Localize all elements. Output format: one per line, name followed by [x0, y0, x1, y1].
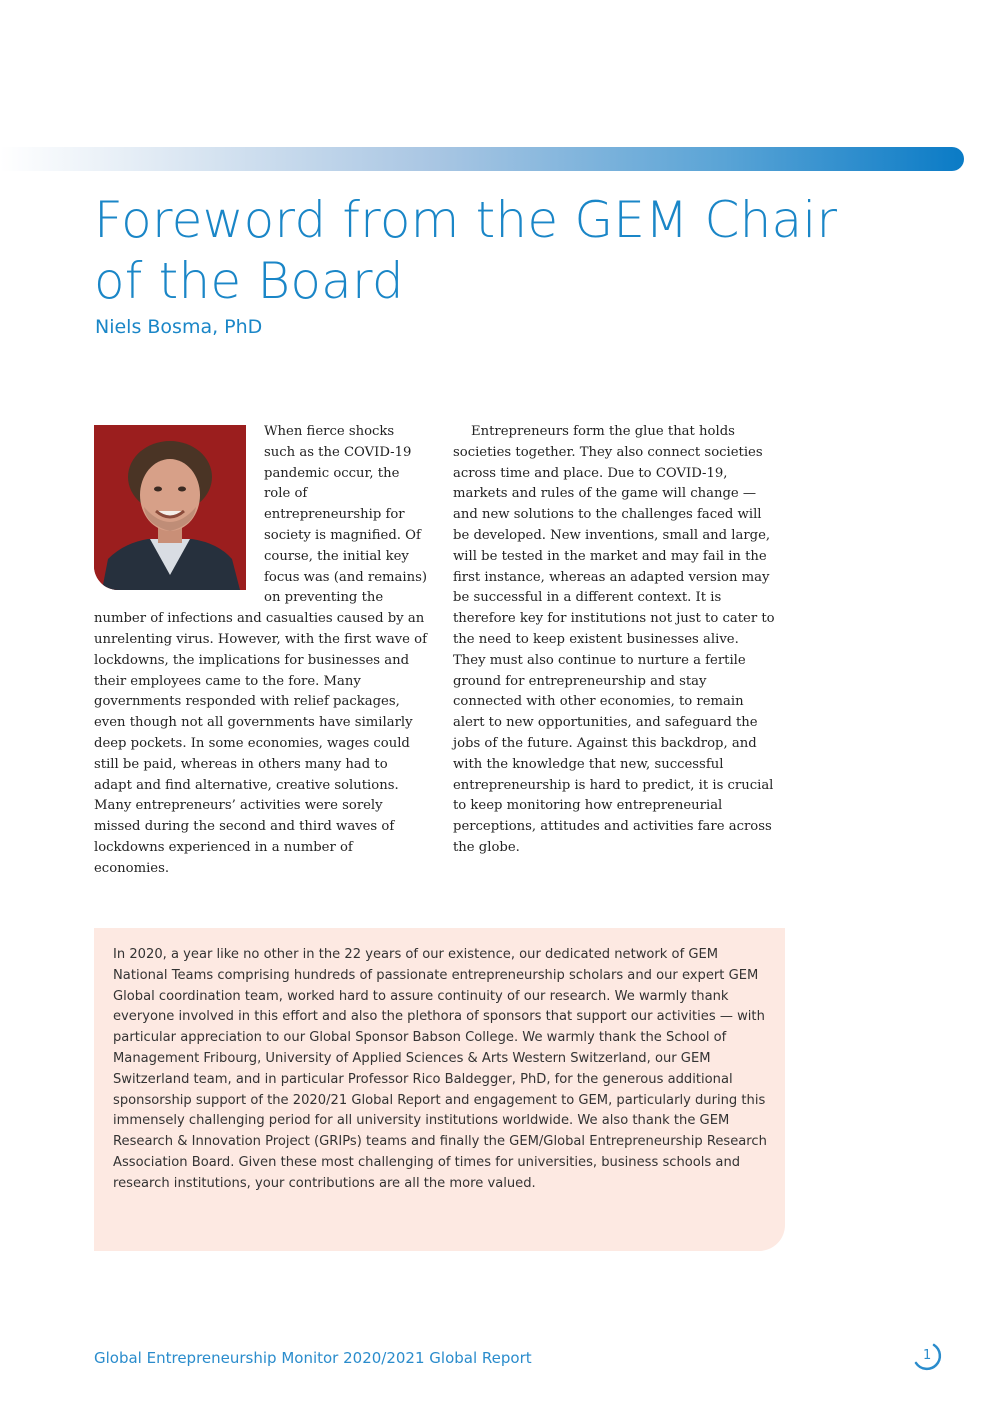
left-column-text: When fierce shocks such as the COVID-19 pandemic occur, the role of entrepreneurship for society is magnified. Of course, the initial key focus was (and remains) on preventing the number of infections and casualties caused by an unrelenting virus. However, with the first wave of lockdowns, the implications for businesses and their employees came to the fore. Many governments responded with relief packages, even though not all governments have similarly deep pockets. In some economies, wages could still be paid, whereas in others many had to adapt and find alternative, creative solutions. Many entrepreneurs’ activities were sorely missed during the second and third waves of lockdowns experienced in a number of economies.: [94, 424, 428, 876]
page-number-arc-icon: [908, 1338, 948, 1374]
author-name: Niels Bosma, PhD: [95, 316, 263, 338]
callout-text: In 2020, a year like no other in the 22 years of our existence, our dedicated network of GEM National Teams comprising hundreds of passionate entrepreneurship scholars and our expert GEM Global coordination team, worked hard to assure continuity of our research. We warmly thank everyone involved in this effort and also the plethora of sponsors that support our activities — with particular appreciation to our Global Sponsor Babson College. We warmly thank the School of Management Fribourg, University of Applied Sciences & Arts Western Switzerland, our GEM Switzerland team, and in particular Professor Rico Baldegger, PhD, for the generous additional sponsorship support of the 2020/21 Global Report and engagement to GEM, particularly during this immensely challenging period for all university institutions worldwide. We also thank the GEM Research & Innovation Project (GRIPs) teams and finally the GEM/Global Entrepreneurship Research Association Board. Given these most challenging of times for universities, business schools and research institutions, your contributions are all the more valued.: [113, 947, 767, 1191]
right-column-text: Entrepreneurs form the glue that holds societies together. They also connect societies across time and place. Due to COVID-19, markets and rules of the game will change — and new solutions to the challenges faced will be developed. New inventions, small and large, will be tested in the market and may fail in the first instance, whereas an adapted version may be successful in a different context. It is therefore key for institutions not just to cater to the need to keep existent businesses alive. They must also continue to nurture a fertile ground for entrepreneurship and stay connected with other economies, to remain alert to new opportunities, and safeguard the jobs of the future. Against this backdrop, and with the knowledge that new, successful entrepreneurship is hard to predict, it is crucial to keep monitoring how entrepreneurial perceptions, attitudes and activities fare across the globe.: [453, 424, 775, 855]
page-title: Foreword from the GEM Chair of the Board: [94, 191, 838, 310]
left-column: [94, 422, 428, 880]
footer-report-title: Global Entrepreneurship Monitor 2020/2021 Global Report: [94, 1349, 532, 1367]
right-column: [453, 422, 775, 859]
acknowledgement-callout: [94, 928, 785, 1251]
page-number-badge: [908, 1338, 948, 1374]
page-number: 1: [923, 1348, 932, 1363]
header-gradient-bar: [0, 147, 964, 171]
